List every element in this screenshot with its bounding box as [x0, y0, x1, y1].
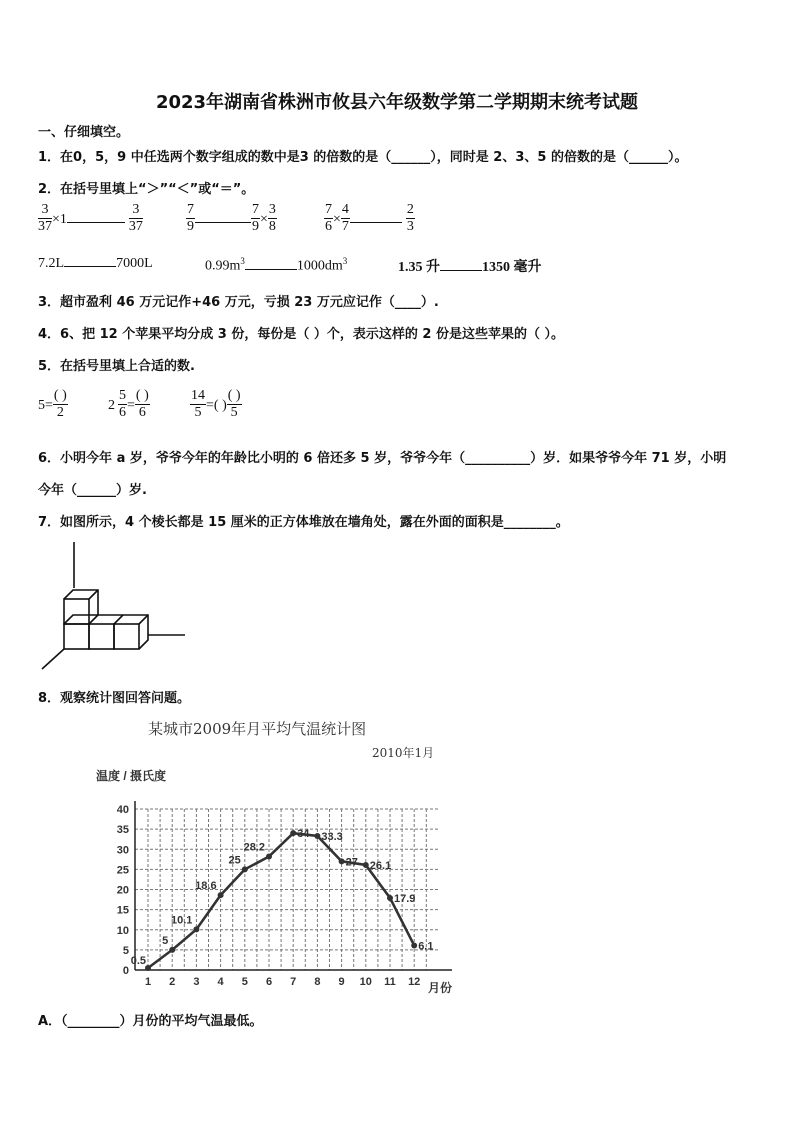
- cube-edge: [139, 615, 148, 624]
- answer-blank[interactable]: [67, 222, 125, 223]
- question-1: 1．在0，5，9 中任选两个数字组成的数中是3 的倍数的是（______），同时是 2、3、5 的倍数的是（______）。: [38, 150, 688, 165]
- cube-top-faces: [64, 615, 148, 649]
- fraction: $\frac{( )}{5}$: [227, 388, 241, 420]
- operator: ×: [260, 212, 268, 227]
- data-label: 25: [228, 854, 241, 867]
- x-tick-label: 5: [241, 976, 248, 988]
- wall-edge-floor: [42, 649, 64, 669]
- data-point: [339, 858, 345, 864]
- y-tick-label: 10: [116, 924, 129, 937]
- x-axis-label: 月份: [428, 981, 453, 995]
- data-point: [242, 866, 248, 872]
- q5-item-1: [38, 388, 68, 421]
- equals-sign: =: [127, 398, 135, 413]
- cube: [89, 624, 114, 649]
- data-point: [314, 833, 320, 839]
- whole-number: 2: [108, 398, 115, 413]
- question-4: 4．6、把 12 个苹果平均分成 3 份，每份是（ ）个，表示这样的 2 份是这些苹果的（ ）。: [38, 327, 564, 342]
- exponent: 3: [342, 256, 348, 266]
- question-8a: A．（________）月份的平均气温最低。: [38, 1014, 263, 1029]
- fraction: $\frac{3}{37}$: [38, 202, 52, 234]
- question-2: 2．在括号里填上“＞”“＜”或“＝”。: [38, 182, 255, 197]
- operator: ×: [333, 212, 341, 227]
- data-label: 17.9: [394, 892, 416, 905]
- q5-item-3: [190, 388, 242, 421]
- y-tick-label: 15: [116, 904, 129, 917]
- exponent: 3: [240, 256, 245, 266]
- data-label: 18.6: [195, 880, 217, 893]
- data-point: [411, 942, 417, 948]
- cube-edge: [114, 615, 123, 624]
- question-8: 8．观察统计图回答问题。: [38, 691, 191, 706]
- fraction: $\frac{5}{6}$: [119, 388, 126, 420]
- fraction: $\frac{7}{6}$: [325, 202, 332, 234]
- data-label: 0.5: [130, 954, 146, 967]
- x-tick-label: 2: [169, 976, 176, 988]
- q2-expr-1: [38, 202, 143, 235]
- data-label: 34: [297, 828, 310, 841]
- q2-expr-6: [398, 256, 542, 276]
- operator: ×1: [52, 212, 67, 227]
- x-tick-label: 12: [408, 976, 421, 988]
- data-point: [169, 947, 175, 953]
- y-tick-label: 5: [122, 944, 129, 957]
- right-value: 1000dm: [296, 258, 343, 274]
- y-axis-label: 温度 / 摄氏度: [96, 769, 167, 783]
- page-title: 2023年湖南省株洲市攸县六年级数学第二学期期末统考试题: [155, 92, 639, 113]
- left-value: 5=: [38, 398, 53, 413]
- x-tick-label: 4: [217, 976, 224, 988]
- data-label: 27: [345, 856, 358, 869]
- cube-figure: [38, 538, 190, 672]
- question-7: 7．如图所示，4 个棱长都是 15 厘米的正方体堆放在墙角处，露在外面的面积是________。: [38, 515, 569, 530]
- y-tick-label: 35: [116, 824, 129, 837]
- data-label: 28.2: [243, 841, 265, 854]
- answer-blank[interactable]: [245, 269, 297, 270]
- x-tick-label: 1: [144, 976, 152, 988]
- question-3: 3．超市盈利 46 万元记作+46 万元，亏损 23 万元应记作（____）.: [38, 295, 439, 310]
- left-value: 7.2L: [38, 256, 65, 271]
- data-label: 5: [162, 934, 169, 947]
- data-point: [363, 862, 369, 868]
- cube: [114, 624, 139, 649]
- x-tick-label: 9: [338, 976, 345, 988]
- fraction: $\frac{14}{5}$: [191, 388, 205, 420]
- temperature-line-chart: [90, 712, 470, 1000]
- cube-edge: [89, 590, 98, 599]
- data-point: [193, 926, 199, 932]
- fraction: $\frac{2}{3}$: [406, 202, 414, 234]
- x-tick-label: 7: [290, 976, 297, 988]
- left-value: 1.35 升: [398, 260, 440, 275]
- data-label: 6.1: [418, 940, 434, 953]
- left-value: 0.99m: [205, 258, 241, 274]
- q2-expr-4: [38, 256, 153, 272]
- answer-blank[interactable]: [350, 222, 402, 223]
- cube: [64, 624, 89, 649]
- y-tick-label: 20: [116, 884, 129, 897]
- y-tick-label: 25: [116, 864, 129, 877]
- question-6-continued: 今年（______）岁.: [38, 483, 147, 498]
- data-point: [290, 830, 296, 836]
- fraction: $\frac{7}{9}$: [187, 202, 194, 234]
- data-point: [218, 892, 224, 898]
- answer-blank[interactable]: [195, 222, 251, 223]
- y-tick-label: 30: [116, 844, 129, 857]
- data-point: [266, 853, 272, 859]
- fraction: $\frac{3}{8}$: [268, 202, 276, 234]
- right-value: 7000L: [116, 256, 153, 271]
- data-label: 10.1: [170, 914, 193, 927]
- fraction: $\frac{3}{37}$: [128, 202, 143, 234]
- x-tick-label: 8: [314, 976, 321, 988]
- q2-expr-2: [186, 202, 277, 235]
- x-tick-label: 3: [193, 976, 200, 988]
- fraction: $\frac{( )}{6}$: [135, 388, 149, 420]
- chart-title: 某城市2009年月平均气温统计图: [148, 720, 367, 738]
- cube-top-face: [64, 590, 98, 615]
- y-tick-label: 0: [122, 965, 129, 977]
- x-tick-label: 6: [265, 976, 273, 988]
- equals-sign: =: [206, 398, 214, 413]
- chart-subtitle: 2010年1月: [372, 746, 435, 760]
- answer-blank[interactable]: [64, 266, 116, 267]
- fraction: $\frac{4}{7}$: [341, 202, 349, 234]
- fraction: $\frac{( )}{2}$: [53, 388, 67, 420]
- y-tick-label: 40: [116, 804, 129, 816]
- data-label: 26.1: [369, 859, 392, 872]
- cube-edge: [89, 615, 98, 624]
- q2-expr-3: [324, 202, 415, 235]
- q2-expr-5: [205, 256, 347, 275]
- x-tick-label: 11: [384, 976, 396, 988]
- question-6: 6．小明今年 a 岁，爷爷今年的年龄比小明的 6 倍还多 5 岁，爷爷今年（__________）岁．如果爷爷今年 71 岁，小明: [38, 451, 727, 466]
- fraction: $\frac{7}{9}$: [252, 202, 259, 234]
- section-heading: 一、仔细填空。: [38, 125, 130, 140]
- whole-blank[interactable]: ( ): [213, 398, 227, 413]
- data-label: 33.3: [321, 830, 343, 843]
- question-5: 5．在括号里填上合适的数.: [38, 359, 195, 374]
- right-value: 1350 毫升: [482, 260, 542, 275]
- x-tick-label: 10: [359, 976, 372, 988]
- q5-item-2: [108, 388, 150, 421]
- answer-blank[interactable]: [440, 270, 482, 271]
- data-point: [387, 895, 393, 901]
